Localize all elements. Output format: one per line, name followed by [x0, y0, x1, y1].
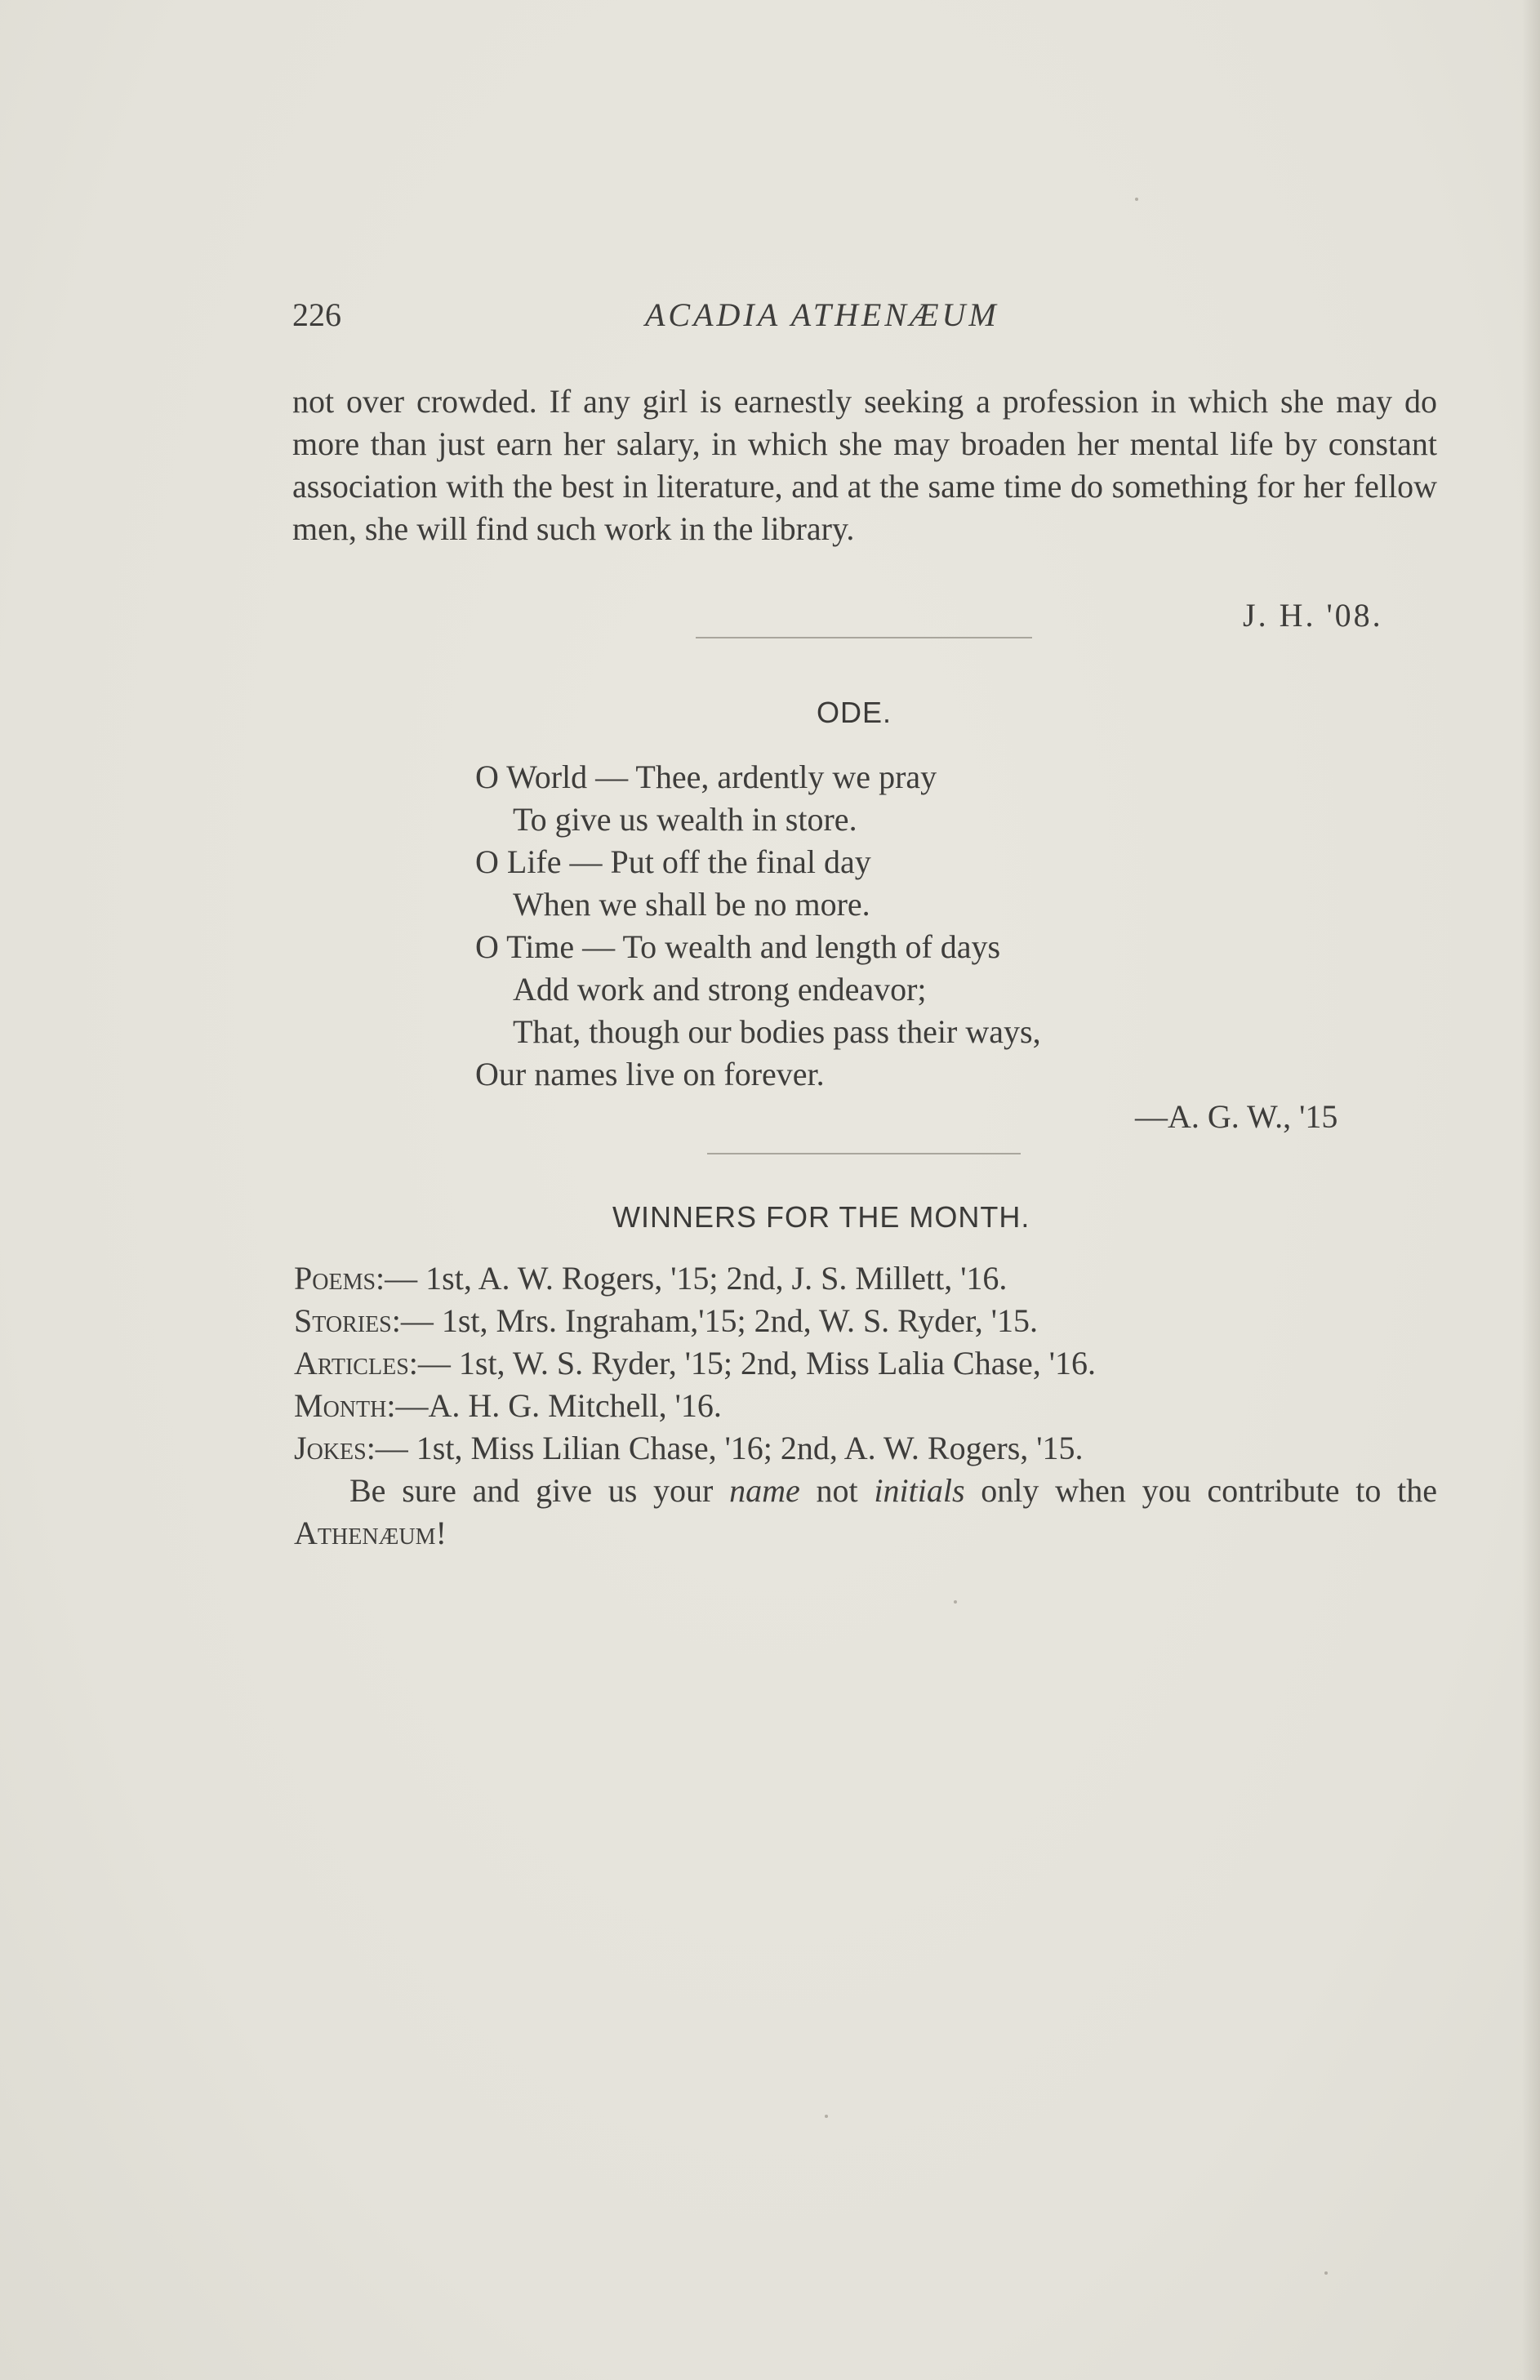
winner-category: Jokes — [294, 1430, 367, 1466]
winner-text: :— 1st, Mrs. Ingraham,'15; 2nd, W. S. Ryder, '15. — [391, 1302, 1038, 1339]
winner-category: Articles — [294, 1345, 409, 1381]
contributor-note — [294, 1470, 1437, 1555]
poem-line: Our names live on forever. — [475, 1056, 825, 1092]
poem-line: O Time — To wealth and length of days — [475, 928, 1001, 965]
winner-text: :—A. H. G. Mitchell, '16. — [386, 1387, 722, 1424]
note-emphasis: initials — [874, 1472, 965, 1509]
page-edge-shadow — [1522, 0, 1540, 2380]
poem-line: O Life — Put off the final day — [475, 843, 871, 880]
article-signature: J. H. '08. — [1243, 597, 1383, 634]
winner-entry — [294, 1342, 1437, 1385]
article-paragraph: not over crowded. If any girl is earnestly seeking a profession in which she may do more than just earn her salary, in which she may broaden her mental life by constant association with the best in literature, and at the same time do something for her fellow men, she will find such work in the library. — [292, 383, 1437, 547]
paper-speck — [1135, 198, 1138, 201]
poem-line: That, though our bodies pass their ways, — [513, 1013, 1041, 1050]
winner-entry — [294, 1385, 1437, 1427]
winner-category: Stories — [294, 1302, 392, 1339]
winners-list — [294, 1257, 1437, 1555]
note-emphasis: name — [729, 1472, 800, 1509]
running-title: ACADIA ATHENÆUM — [645, 296, 999, 333]
poem-line: Add work and strong endeavor; — [513, 971, 927, 1008]
winner-text: :— 1st, A. W. Rogers, '15; 2nd, J. S. Millett, '16. — [376, 1260, 1008, 1297]
page-header — [292, 296, 1395, 336]
winner-text: :— 1st, W. S. Ryder, '15; 2nd, Miss Lalia Chase, '16. — [408, 1345, 1096, 1381]
section-divider — [696, 637, 1032, 638]
article-conclusion — [292, 380, 1437, 550]
ode-poem — [475, 756, 1041, 1096]
paper-speck — [1324, 2271, 1328, 2275]
note-text: only when you contribute to the — [964, 1472, 1437, 1509]
winner-entry — [294, 1427, 1437, 1470]
page-number: 226 — [292, 296, 341, 333]
paper-speck — [825, 2115, 828, 2118]
note-text: ! — [435, 1515, 447, 1551]
winner-entry — [294, 1300, 1437, 1342]
ode-title: ODE. — [817, 696, 892, 729]
poem-line: O World — Thee, ardently we pray — [475, 758, 937, 795]
poem-line: To give us wealth in store. — [513, 801, 857, 838]
poem-line: When we shall be no more. — [513, 886, 870, 923]
winner-text: :— 1st, Miss Lilian Chase, '16; 2nd, A. W. Rogers, '15. — [366, 1430, 1084, 1466]
winner-entry — [294, 1257, 1437, 1300]
note-text: not — [799, 1472, 875, 1509]
winner-category: Month — [294, 1387, 387, 1424]
paper-speck — [954, 1600, 957, 1604]
note-text: Be sure and give us your — [349, 1472, 730, 1509]
winners-title: WINNERS FOR THE MONTH. — [612, 1200, 1030, 1234]
journal-name: Athenæum — [294, 1515, 436, 1551]
section-divider — [707, 1153, 1021, 1154]
ode-signature: —A. G. W., '15 — [1135, 1098, 1338, 1135]
winner-category: Poems — [294, 1260, 376, 1297]
